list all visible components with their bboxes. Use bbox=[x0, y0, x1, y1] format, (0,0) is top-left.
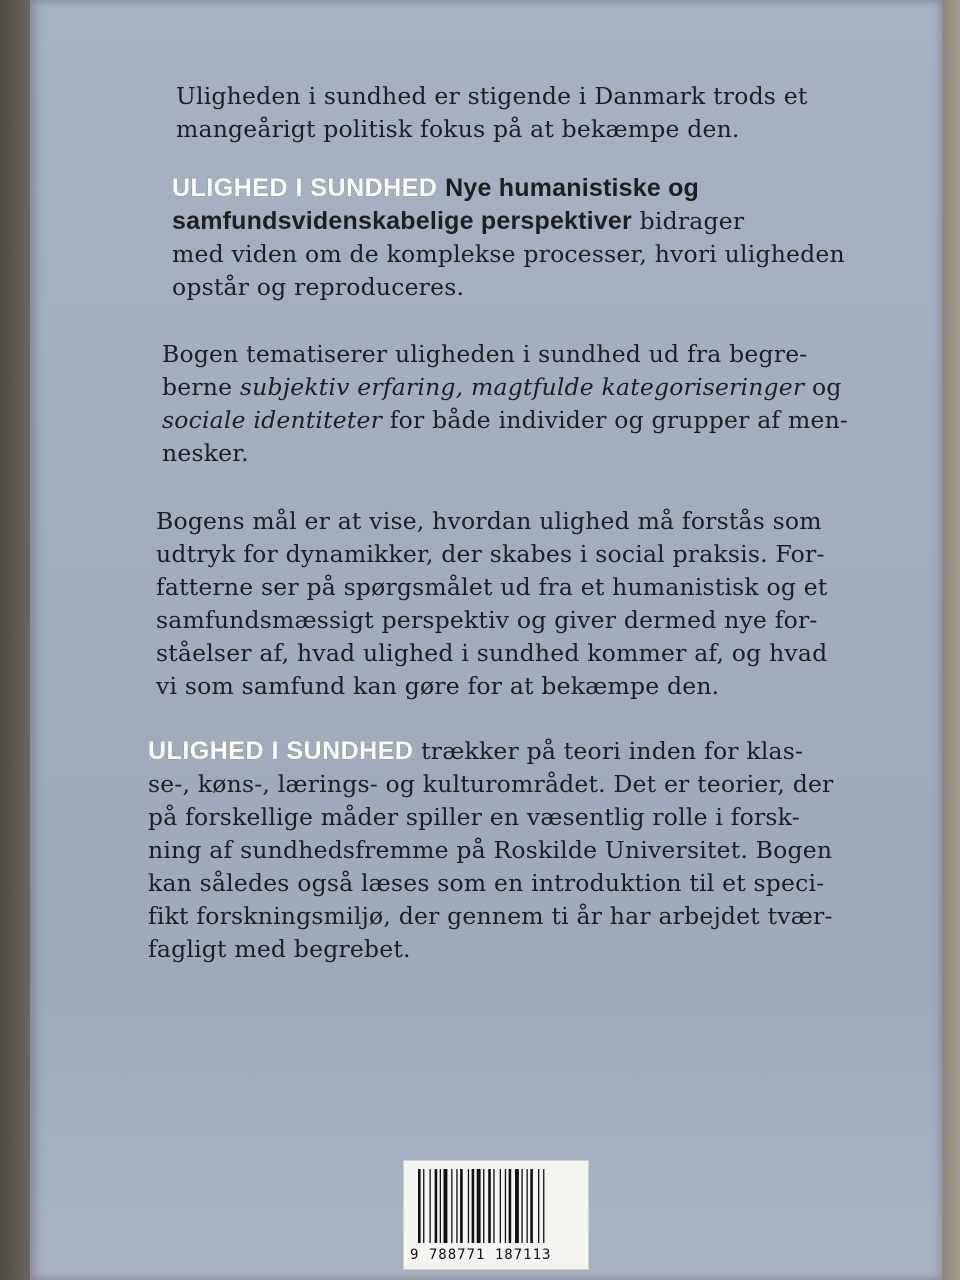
barcode-bar bbox=[435, 1169, 438, 1243]
barcode-bar bbox=[530, 1169, 533, 1243]
barcode-bar bbox=[460, 1169, 463, 1243]
text-line: nesker. bbox=[162, 439, 249, 467]
book-subtitle: Nye humanistiske og bbox=[445, 174, 700, 202]
barcode-bar bbox=[440, 1169, 441, 1243]
barcode-bar bbox=[418, 1169, 421, 1243]
barcode-bar bbox=[430, 1169, 431, 1243]
table-surface-right bbox=[940, 0, 960, 1280]
text-line: kan således også læses som en introduktion til et speci- bbox=[148, 869, 825, 897]
text-line: samfundsmæssigt perspektiv og giver dermed nye for- bbox=[156, 606, 818, 634]
text-line: opstår og reproduceres. bbox=[172, 273, 465, 301]
title-paragraph bbox=[172, 172, 845, 304]
italic-text: subjektiv erfaring, magtfulde kategoriseringer bbox=[239, 373, 805, 401]
barcode-bar bbox=[509, 1169, 512, 1243]
table-surface-left bbox=[0, 0, 30, 1280]
themes-paragraph bbox=[162, 338, 848, 470]
barcode-bar bbox=[493, 1169, 494, 1243]
text-line: vi som samfund kan gøre for at bekæmpe den. bbox=[156, 672, 720, 700]
text-line bbox=[172, 205, 845, 238]
barcode-bar bbox=[527, 1169, 528, 1243]
barcode-bar bbox=[543, 1169, 544, 1243]
book-back-cover bbox=[30, 0, 942, 1280]
text-line: fatterne ser på spørgsmålet ud fra et humanistisk og et bbox=[156, 573, 828, 601]
barcode-bar bbox=[472, 1169, 475, 1243]
italic-text: sociale identiteter bbox=[162, 406, 383, 434]
text-line bbox=[148, 735, 834, 768]
book-title-brand: ULIGHED I SUNDHED bbox=[148, 737, 414, 765]
barcode-bar bbox=[456, 1169, 457, 1243]
text-line: på forskellige måder spiller en væsentlig rolle i forsk- bbox=[148, 803, 800, 831]
text-line: Bogen tematiserer uligheden i sundhed ud fra begre- bbox=[162, 340, 808, 368]
text-line: Uligheden i sundhed er stigende i Danmark trods et bbox=[176, 82, 808, 110]
text-line: Bogens mål er at vise, hvordan ulighed må forstås som bbox=[156, 507, 822, 535]
barcode-bar bbox=[451, 1169, 452, 1243]
text-line bbox=[162, 404, 848, 437]
barcode-bar bbox=[538, 1169, 539, 1243]
text-line: se-, køns-, lærings- og kulturområdet. Det er teorier, der bbox=[148, 770, 834, 798]
text-fragment: trækker på teori inden for klas- bbox=[413, 737, 804, 765]
barcode-bar bbox=[500, 1169, 501, 1243]
barcode-bar bbox=[423, 1169, 424, 1243]
text-line: mangeårigt politisk fokus på at bekæmpe den. bbox=[176, 115, 740, 143]
theory-paragraph bbox=[148, 735, 834, 966]
barcode-number: 9 788771 187113 bbox=[410, 1247, 552, 1263]
book-title-brand: ULIGHED I SUNDHED bbox=[172, 174, 438, 202]
text-line: fagligt med begrebet. bbox=[148, 935, 411, 963]
text-line bbox=[172, 172, 845, 205]
barcode-bar bbox=[505, 1169, 506, 1243]
book-subtitle: samfundsvidenskabelige perspektiver bbox=[172, 207, 632, 235]
text-line bbox=[162, 371, 848, 404]
barcode-bar bbox=[515, 1169, 519, 1243]
text-line: fikt forskningsmiljø, der gennem ti år har arbejdet tvær- bbox=[148, 902, 833, 930]
intro-paragraph bbox=[176, 80, 808, 146]
barcode-bars bbox=[416, 1169, 576, 1245]
text-fragment: berne bbox=[162, 373, 240, 401]
text-line: udtryk for dynamikker, der skabes i social praksis. For- bbox=[156, 540, 825, 568]
text-line: med viden om de komplekse processer, hvori uligheden bbox=[172, 240, 845, 268]
text-fragment: og bbox=[804, 373, 842, 401]
text-fragment: bidrager bbox=[639, 207, 745, 235]
text-line: ståelser af, hvad ulighed i sundhed kommer af, og hvad bbox=[156, 639, 828, 667]
barcode-bar bbox=[488, 1169, 491, 1243]
text-line: ning af sundhedsfremme på Roskilde Universitet. Bogen bbox=[148, 836, 833, 864]
text-fragment: for både individer og grupper af men- bbox=[382, 406, 849, 434]
aim-paragraph bbox=[156, 505, 828, 703]
barcode-bar bbox=[483, 1169, 484, 1243]
barcode-bar bbox=[444, 1169, 448, 1243]
isbn-barcode bbox=[403, 1160, 589, 1270]
barcode-bar bbox=[468, 1169, 469, 1243]
barcode-bar bbox=[521, 1169, 522, 1243]
barcode-bar bbox=[477, 1169, 481, 1243]
